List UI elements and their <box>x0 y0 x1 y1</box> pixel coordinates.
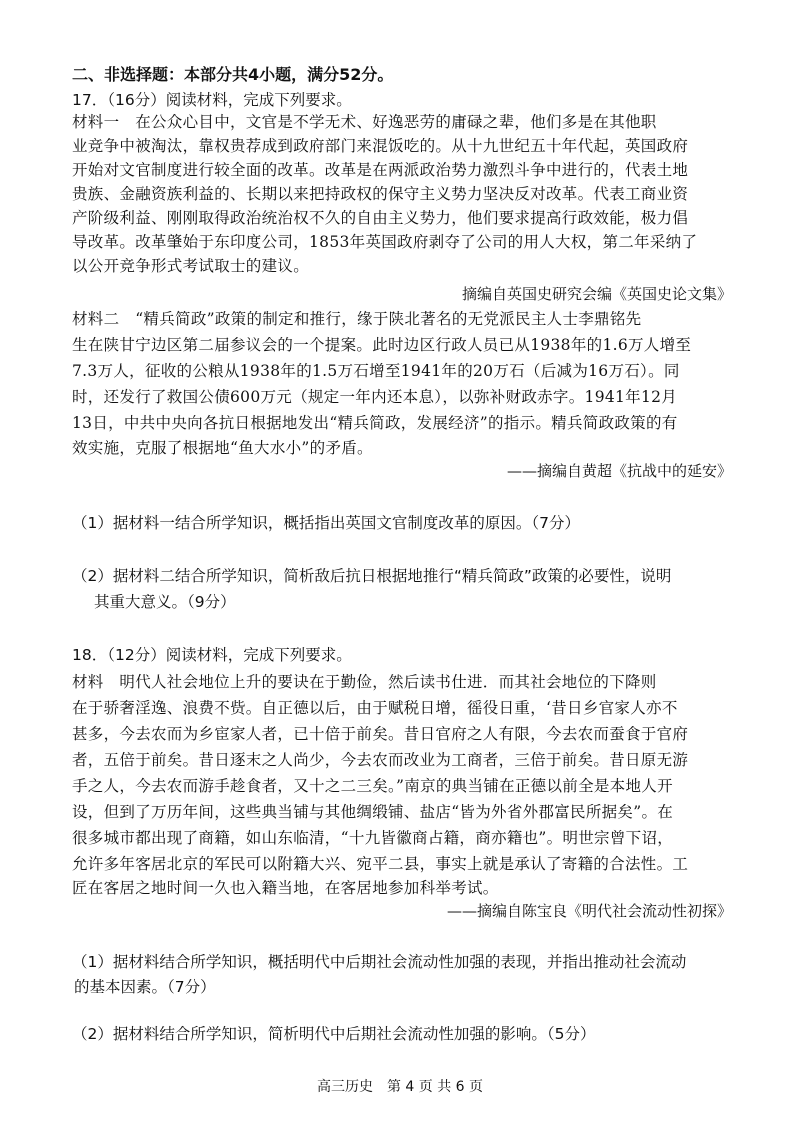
q17-m2-line: 13日，中共中央向各抗日根据地发出“精兵简政，发展经济”的指示。精兵简政政策的有 <box>72 414 678 432</box>
q18-source: ——摘编自陈宝良《明代社会流动性初探》 <box>446 902 732 920</box>
q18-m-line: 者，五倍于前矣。昔日逐末之人尚少，今去农而改业为工商者，三倍于前矣。昔日原无游 <box>72 751 689 769</box>
q17-m2-line: 生在陕甘宁边区第二届参议会的一个提案。此时边区行政人员已从1938年的1.6万人增至 <box>72 336 692 354</box>
section-title: 二、非选择题：本部分共4小题，满分52分。 <box>72 65 394 84</box>
q17-m1-line: 导改革。改革肇始于东印度公司，1853年英国政府剥夺了公司的用人大权，第二年采纳了 <box>72 233 698 251</box>
q17-m2-line: 时，还发行了救国公债600万元（规定一年内还本息），以弥补财政赤字。1941年12月 <box>72 388 678 406</box>
q17-m1-line: 开始对文官制度进行较全面的改革。改革是在两派政治势力激烈斗争中进行的，代表土地 <box>72 161 689 179</box>
q17-m2-line: 7.3万人，征收的公粮从1938年的1.5万石增至1941年的20万石（后减为16万石）。同 <box>72 362 680 380</box>
q17-m2-line: 效实施，克服了根据地“鱼大水小”的矛盾。 <box>72 439 373 457</box>
q18-m-line: 匠在客居之地时间一久也入籍当地，在客居地参加科举考试。 <box>72 879 499 897</box>
q18-m-line: 很多城市都出现了商籍，如山东临清，“十九皆徽商占籍，商亦籍也”。明世宗曾下诏， <box>72 829 674 847</box>
q17-source2: ——摘编自黄超《抗战中的延安》 <box>506 462 732 480</box>
q18-m-line: 在于骄奢淫逸、浪费不赀。自正德以后，由于赋税日增，徭役日重，‘昔日乡官家人亦不 <box>72 699 678 717</box>
q17-subquestion-2: （2）据材料二结合所学知识，简析敌后抗日根据地推行“精兵简政”政策的必要性，说明 <box>72 567 672 585</box>
q18-m-line: 甚多，今去农而为乡宦家人者，已十倍于前矣。昔日官府之人有限，今去农而蚕食于官府 <box>72 725 689 743</box>
page-footer: 高三历史 第 4 页 共 6 页 <box>316 1079 484 1095</box>
q18-heading: 18．（12分）阅读材料，完成下列要求。 <box>72 646 352 664</box>
q18-subquestion-1-cont: 的基本因素。（7分） <box>74 978 216 996</box>
q18-subquestion-1: （1）据材料结合所学知识，概括明代中后期社会流动性加强的表现，并指出推动社会流动 <box>72 953 687 971</box>
q17-m2-line: 材料二 “精兵简政”政策的制定和推行，缘于陕北著名的无党派民主人士李鼎铭先 <box>72 310 642 328</box>
q18-m-line: 手之人，今去农而游手趁食者，又十之二三矣。”南京的典当铺在正德以前全是本地人开 <box>72 777 673 795</box>
q17-m1-line: 产阶级利益、刚刚取得政治统治权不久的自由主义势力，他们要求提高行政效能，极力倡 <box>72 209 689 227</box>
q18-m-line: 设，但到了万历年间，这些典当铺与其他绸缎铺、盐店“皆为外省外郡富民所据矣”。在 <box>72 803 674 821</box>
q17-heading: 17．（16分）阅读材料，完成下列要求。 <box>72 91 352 109</box>
q17-m1-line: 以公开竞争形式考试取士的建议。 <box>72 257 310 275</box>
q17-subquestion-1: （1）据材料一结合所学知识，概括指出英国文官制度改革的原因。（7分） <box>72 514 580 532</box>
q18-subquestion-2: （2）据材料结合所学知识，简析明代中后期社会流动性加强的影响。（5分） <box>72 1025 596 1043</box>
q17-m1-line: 材料一 在公众心目中，文官是不学无术、好逸恶劳的庸碌之辈，他们多是在其他职 <box>72 113 657 131</box>
q17-source1: 摘编自英国史研究会编《英国史论文集》 <box>461 285 732 303</box>
q17-m1-line: 贵族、金融资族利益的、长期以来把持政权的保守主义势力坚决反对改革。代表工商业资 <box>72 185 689 203</box>
q17-m1-line: 业竞争中被淘汰，靠权贵荐成到政府部门来混饭吃的。从十九世纪五十年代起，英国政府 <box>72 137 689 155</box>
q18-m-line: 材料 明代人社会地位上升的要诀在于勤俭，然后读书仕进．而其社会地位的下降则 <box>72 673 657 691</box>
q17-subquestion-2-cont: 其重大意义。（9分） <box>94 593 236 611</box>
q18-m-line: 允许多年客居北京的军民可以附籍大兴、宛平二县，事实上就是承认了寄籍的合法性。工 <box>72 855 689 873</box>
